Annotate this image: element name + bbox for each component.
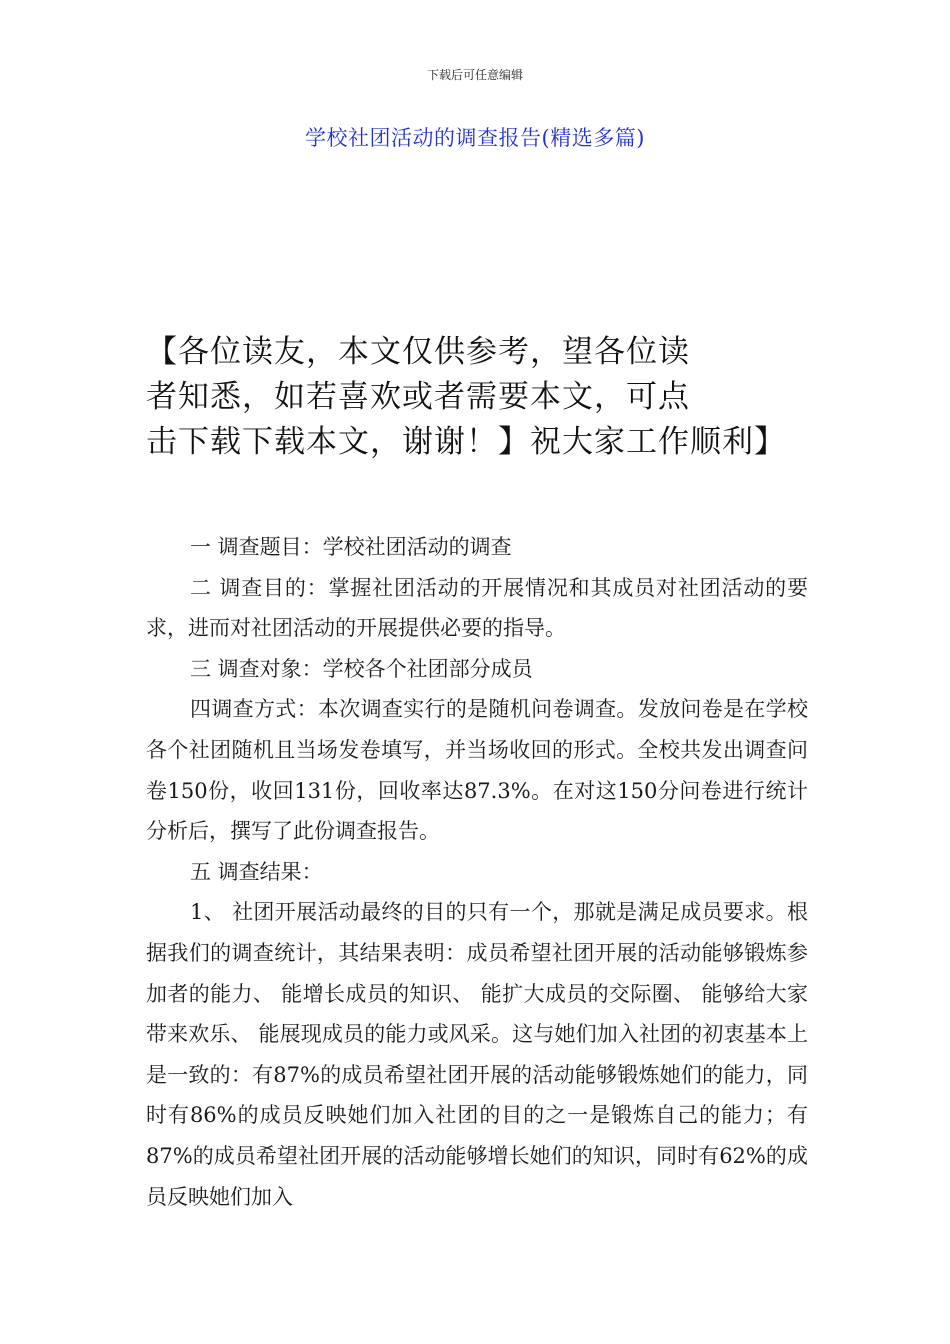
paragraph-survey-results-heading: 五 调查结果： <box>190 859 323 884</box>
notice-line-1: 【各位读友，本文仅供参考，望各位读 <box>146 334 690 370</box>
notice-line-3-tail: 祝大家工作顺利】 <box>530 424 786 460</box>
paragraph-survey-purpose: 二 调查目的：掌握社团活动的开展情况和其成员对社团活动的要求，进而对社团活动的开展提供必要的指导。 <box>146 575 808 641</box>
paragraph-survey-topic: 一 调查题目：学校社团活动的调查 <box>190 535 512 559</box>
paragraph-result-1: 1、 社团开展活动最终的目的只有一个，那就是满足成员要求。根据我们的调查统计，其结果表明：成员希望社团开展的活动能够锻炼参加者的能力、 能增长成员的知识、 能扩大成员的交际圈、 能够给大家带来欢乐、 能展现成员的能力或风采。这与她们加入社团的初衷基本上是一致的：有87%的成员希望社团开展的活动能够锻炼她们的能力，同时有86%的成员反映她们加入社团的目的之一是锻炼自己的能力；有87%的成员希望社团开展的活动能够增长她们的知识，同时有62%的成员反映她们加入 <box>146 900 808 1209</box>
report-body <box>146 527 808 1217</box>
paragraph-survey-subjects: 三 调查对象：学校各个社团部分成员 <box>190 656 533 681</box>
notice-line-2: 者知悉，如若喜欢或者需要本文，可点 <box>146 379 690 415</box>
notice-line-3 <box>146 420 826 465</box>
notice-line-3-text: 击下载下载本文，谢谢！】 <box>146 424 530 460</box>
paragraph-survey-method: 四调查方式：本次调查实行的是随机问卷调查。发放问卷是在学校各个社团随机且当场发卷填写，并当场收回的形式。全校共发出调查问卷150份，收回131份，回收率达87.3%。在对这150分问卷进行统计分析后，撰写了此份调查报告。 <box>146 697 808 844</box>
reader-notice <box>146 330 826 465</box>
header-note: 下载后可任意编辑 <box>426 68 523 82</box>
document-title: 学校社团活动的调查报告(精选多篇) <box>305 126 645 150</box>
